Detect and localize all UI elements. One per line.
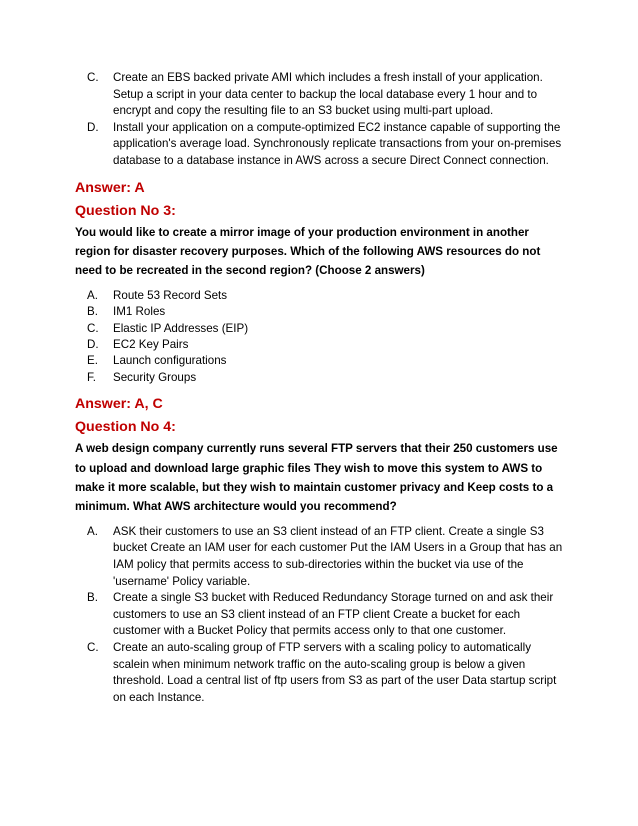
option-text: Launch configurations <box>113 354 227 368</box>
option-text: Route 53 Record Sets <box>113 288 228 302</box>
previous-question-options <box>75 70 565 170</box>
option-letter: A. <box>87 288 98 302</box>
question-4-title: Question No 4: <box>75 419 176 436</box>
option-f <box>75 370 565 386</box>
option-letter: C. <box>87 321 99 335</box>
option-a <box>75 288 565 304</box>
question-3-text: You would like to create a mirror image of your production environment in another region for disaster recovery purposes. Which of the following AWS resources do not need to be recreated in the second region? (Choose 2 answers) <box>75 225 541 278</box>
option-letter: E. <box>87 354 98 368</box>
option-e <box>75 353 565 369</box>
option-text: Create an EBS backed private AMI which includes a fresh install of your application. Setup a script in your data center to backup the local database every 1 hour and to encrypt and copy the resulting file to an S3 bucket using multi-part upload. <box>113 71 543 118</box>
option-b <box>75 304 565 320</box>
option-c <box>75 70 565 120</box>
option-text: Elastic IP Addresses (EIP) <box>113 321 249 335</box>
option-c <box>75 321 565 337</box>
question-4-options <box>75 524 565 707</box>
option-letter: C. <box>87 71 99 84</box>
answer-question-2: Answer: A <box>75 179 145 196</box>
option-letter: D. <box>87 338 99 351</box>
question-3-options <box>75 288 565 386</box>
option-a <box>75 524 565 590</box>
option-c <box>75 640 565 706</box>
question-3-title: Question No 3: <box>75 202 176 219</box>
option-text: Create a single S3 bucket with Reduced Redundancy Storage turned on and ask their customers to use an S3 client instead of an FTP client Create a bucket for each customer with a Bucket Policy that permits access only to that one customer. <box>113 591 554 638</box>
option-b <box>75 590 565 640</box>
option-letter: A. <box>87 524 98 538</box>
page-content <box>75 70 565 706</box>
option-letter: F. <box>87 370 97 384</box>
option-d <box>75 337 565 353</box>
option-text: Create an auto-scaling group of FTP servers with a scaling policy to automatically scalein when minimum network traffic on the auto-scaling group is below a given threshold. Load a central list of ftp users from S3 as part of the user Data startup script on each Instance. <box>113 641 557 704</box>
question-4-text: A web design company currently runs several FTP servers that their 250 customers use to upload and download large graphic files They wish to move this system to AWS to make it more scalable, but they wish to maintain customer privacy and Keep costs to a minimum. What AWS architecture would you recommend? <box>75 442 558 514</box>
answer-question-3: Answer: A, C <box>75 396 163 413</box>
option-text: EC2 Key Pairs <box>113 338 189 351</box>
option-text: ASK their customers to use an S3 client instead of an FTP client. Create a single S3 bucket Create an IAM user for each customer Put the IAM Users in a Group that has an IAM policy that permits access to sub-directories within the bucket via use of the 'username' Policy variable. <box>113 524 563 588</box>
option-letter: B. <box>87 305 98 319</box>
option-letter: D. <box>87 120 99 134</box>
option-text: Security Groups <box>113 370 197 384</box>
option-letter: B. <box>87 591 98 605</box>
option-text: IM1 Roles <box>113 305 166 319</box>
option-letter: C. <box>87 641 99 654</box>
option-text: Install your application on a compute-optimized EC2 instance capable of supporting the application's average load. Synchronously replicate transactions from your on-premises database to a database instance in AWS across a secure Direct Connect connection. <box>113 120 562 167</box>
option-d <box>75 120 565 170</box>
